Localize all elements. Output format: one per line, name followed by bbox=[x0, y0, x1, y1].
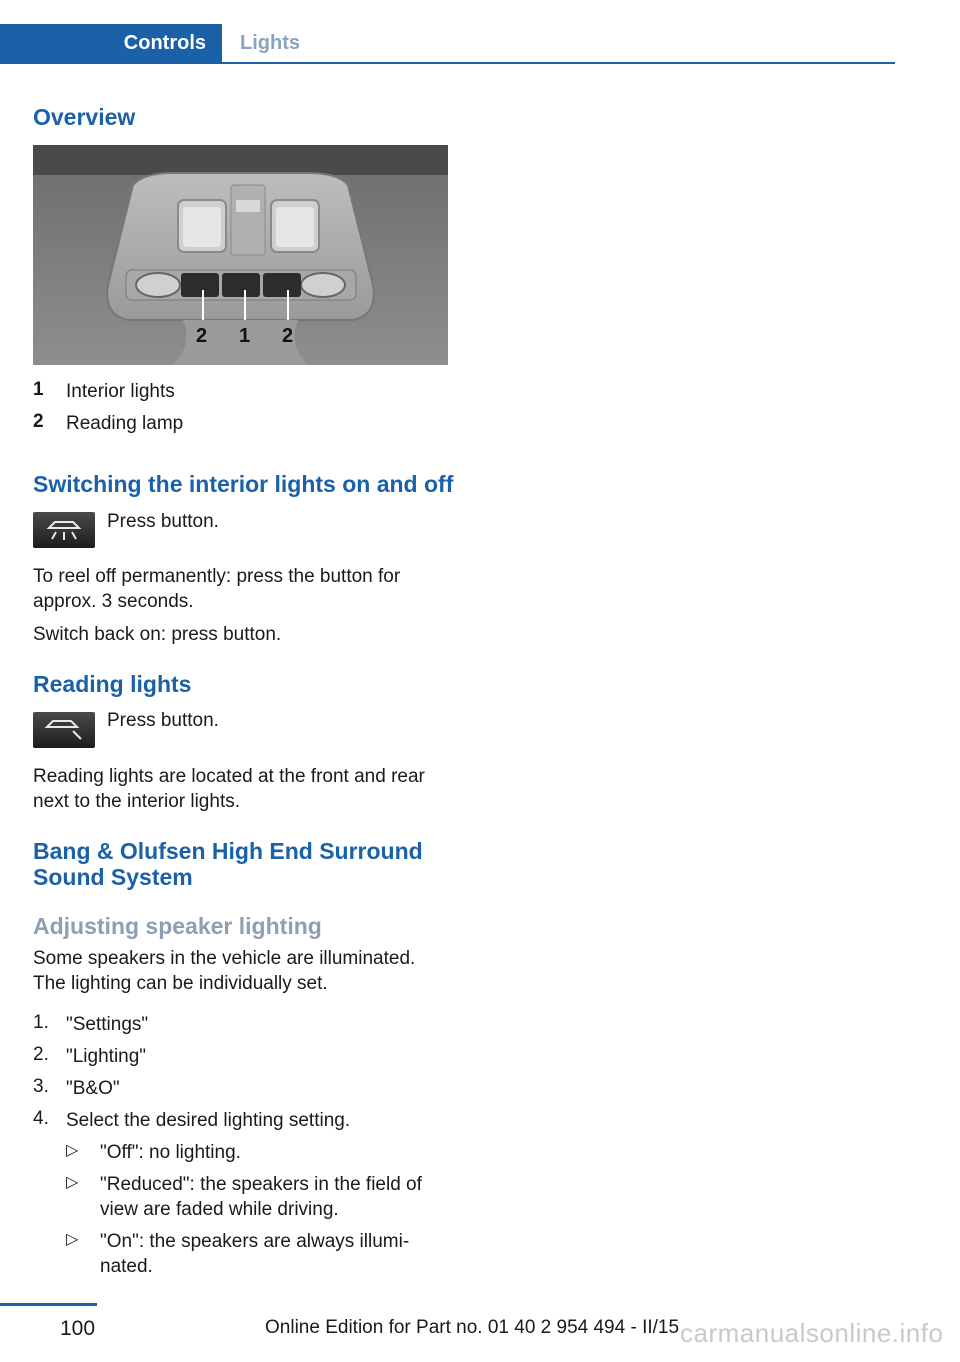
interior-press-button: Press button. bbox=[107, 511, 219, 532]
speaker-lighting-heading: Adjusting speaker lighting bbox=[33, 913, 322, 939]
reading-press-button: Press button. bbox=[107, 710, 219, 731]
tab-controls-label: Controls bbox=[123, 32, 206, 54]
bullet-text-1: "Off": no lighting. bbox=[100, 1142, 241, 1163]
bullet-text-2: "Reduced": the speakers in the field of view are faded while driving. bbox=[100, 1174, 422, 1220]
step-num-2: 2. bbox=[33, 1044, 49, 1065]
figure-callout-2-right: 2 bbox=[282, 325, 294, 347]
footer-rule bbox=[0, 1303, 97, 1306]
legend-label-1: Interior lights bbox=[66, 381, 175, 402]
step-num-3: 3. bbox=[33, 1076, 49, 1097]
legend-label-2: Reading lamp bbox=[66, 413, 184, 434]
interior-lights-heading: Switching the interior lights on and off bbox=[33, 471, 454, 497]
page-number: 100 bbox=[60, 1317, 96, 1340]
interior-light-button-icon bbox=[33, 512, 95, 548]
reading-lights-heading: Reading lights bbox=[33, 671, 192, 697]
bullet-text-3: "On": the speakers are always illumi- nated. bbox=[100, 1231, 410, 1277]
overhead-console-figure bbox=[33, 145, 448, 365]
legend-num-1: 1 bbox=[33, 379, 44, 400]
footer-edition: Online Edition for Part no. 01 40 2 954 494 - II/15 bbox=[265, 1317, 680, 1338]
tab-lights[interactable] bbox=[222, 24, 360, 62]
watermark: carmanualsonline.info bbox=[680, 1318, 944, 1348]
interior-paragraph-2: Switch back on: press button. bbox=[33, 624, 282, 645]
figure-callout-1: 1 bbox=[239, 325, 251, 347]
step-text-2: "Lighting" bbox=[66, 1046, 147, 1067]
figure-callout-2-left: 2 bbox=[196, 325, 208, 347]
bo-heading: Bang & Olufsen High End Surround Sound System bbox=[33, 838, 423, 890]
step-num-1: 1. bbox=[33, 1012, 49, 1033]
bullet-marker-3: ▷ bbox=[66, 1231, 79, 1248]
bullet-marker-1: ▷ bbox=[66, 1142, 79, 1159]
legend-num-2: 2 bbox=[33, 411, 44, 432]
step-text-4: Select the desired lighting setting. bbox=[66, 1110, 351, 1131]
speaker-paragraph-1: Some speakers in the vehicle are illuminated. The lighting can be individually set. bbox=[33, 948, 416, 994]
step-num-4: 4. bbox=[33, 1108, 49, 1129]
reading-light-button-icon bbox=[33, 712, 95, 748]
interior-paragraph-1: To reel off permanently: press the button for approx. 3 seconds. bbox=[33, 566, 401, 612]
tab-controls[interactable] bbox=[0, 24, 222, 62]
bullet-marker-2: ▷ bbox=[66, 1174, 79, 1191]
header-tab-bar bbox=[0, 24, 895, 64]
tab-lights-label: Lights bbox=[240, 32, 300, 54]
step-text-1: "Settings" bbox=[66, 1014, 149, 1035]
reading-paragraph-1: Reading lights are located at the front and rear next to the interior lights. bbox=[33, 766, 425, 812]
overview-heading: Overview bbox=[33, 104, 136, 130]
step-text-3: "B&O" bbox=[66, 1078, 120, 1099]
